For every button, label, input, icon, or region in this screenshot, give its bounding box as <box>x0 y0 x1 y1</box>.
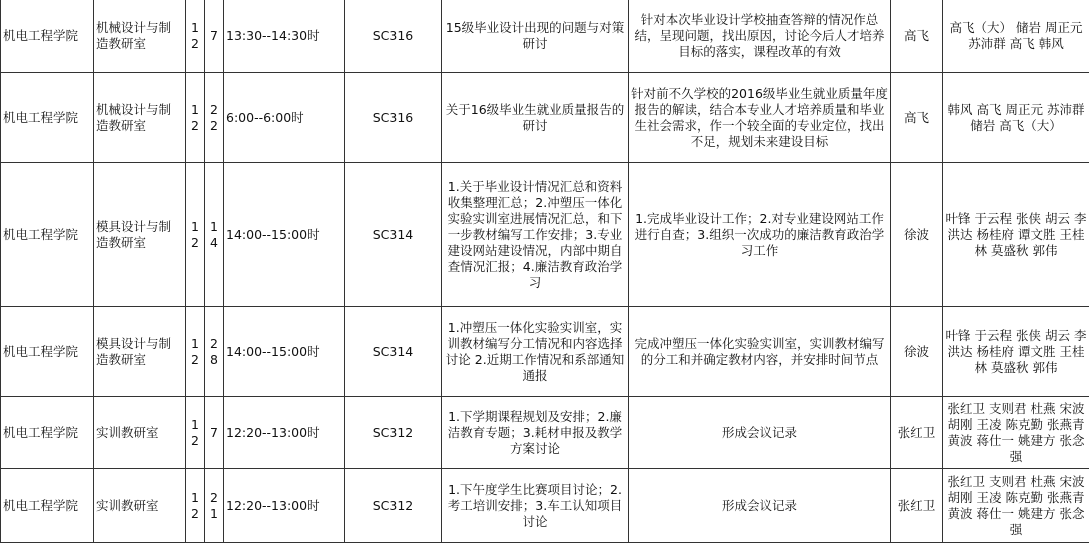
office-cell: 机械设计与制造教研室 <box>94 73 186 163</box>
result-cell: 形成会议记录 <box>629 469 891 543</box>
college-cell: 机电工程学院 <box>1 0 94 73</box>
topic-cell: 1.关于毕业设计情况汇总和资料收集整理汇总；2.冲塑压一体化实验实训室进展情况汇总，和下一步教材编写工作安排；3.专业建设网站建设情况，内部中期自查情况汇报；4.廉洁教育政治学习 <box>442 163 629 307</box>
members-cell: 叶锋 于云程 张侠 胡云 李洪达 杨桂府 谭文胜 王桂林 莫盛秋 郭伟 <box>943 163 1089 307</box>
day-cell: 7 <box>205 397 224 469</box>
room-cell: SC314 <box>345 163 442 307</box>
result-cell: 形成会议记录 <box>629 397 891 469</box>
day-cell: 14 <box>205 163 224 307</box>
table-row <box>1 469 1089 543</box>
result-cell: 完成冲塑压一体化实验实训室，实训教材编写的分工和并确定教材内容，并安排时间节点 <box>629 307 891 397</box>
table-row <box>1 397 1089 469</box>
table-row <box>1 73 1089 163</box>
day-cell: 28 <box>205 307 224 397</box>
month-cell: 12 <box>186 397 205 469</box>
month-cell: 12 <box>186 0 205 73</box>
host-cell: 张红卫 <box>891 397 943 469</box>
time-cell: 14:00--15:00时 <box>224 163 345 307</box>
office-cell: 机械设计与制造教研室 <box>94 0 186 73</box>
host-cell: 高飞 <box>891 73 943 163</box>
time-cell: 12:20--13:00时 <box>224 469 345 543</box>
room-cell: SC314 <box>345 307 442 397</box>
table-row <box>1 0 1089 73</box>
time-cell: 12:20--13:00时 <box>224 397 345 469</box>
topic-cell: 1.冲塑压一体化实验实训室，实训教材编写分工情况和内容选择讨论 2.近期工作情况和系部通知通报 <box>442 307 629 397</box>
topic-cell: 15级毕业设计出现的问题与对策研讨 <box>442 0 629 73</box>
month-cell: 12 <box>186 73 205 163</box>
college-cell: 机电工程学院 <box>1 397 94 469</box>
room-cell: SC312 <box>345 469 442 543</box>
college-cell: 机电工程学院 <box>1 163 94 307</box>
day-cell: 22 <box>205 73 224 163</box>
time-cell: 14:00--15:00时 <box>224 307 345 397</box>
members-cell: 叶锋 于云程 张侠 胡云 李洪达 杨桂府 谭文胜 王桂林 莫盛秋 郭伟 <box>943 307 1089 397</box>
members-cell: 高飞（大） 储岩 周正元 苏沛群 高飞 韩风 <box>943 0 1089 73</box>
month-cell: 12 <box>186 163 205 307</box>
table-row <box>1 307 1089 397</box>
office-cell: 模具设计与制造教研室 <box>94 307 186 397</box>
day-cell: 21 <box>205 469 224 543</box>
day-cell: 7 <box>205 0 224 73</box>
month-cell: 12 <box>186 307 205 397</box>
host-cell: 徐波 <box>891 307 943 397</box>
room-cell: SC316 <box>345 0 442 73</box>
office-cell: 模具设计与制造教研室 <box>94 163 186 307</box>
office-cell: 实训教研室 <box>94 397 186 469</box>
host-cell: 徐波 <box>891 163 943 307</box>
room-cell: SC312 <box>345 397 442 469</box>
room-cell: SC316 <box>345 73 442 163</box>
time-cell: 6:00--6:00时 <box>224 73 345 163</box>
topic-cell: 1.下学期课程规划及安排；2.廉洁教育专题；3.耗材申报及教学方案讨论 <box>442 397 629 469</box>
members-cell: 张红卫 支则君 杜燕 宋波 胡刚 王凌 陈克勤 张燕青 黄波 蒋仕一 姚建方 张念强 <box>943 469 1089 543</box>
result-cell: 针对前不久学校的2016级毕业生就业质量年度报告的解读，结合本专业人才培养质量和毕业生社会需求，作一个较全面的专业定位，找出不足，规划未来建设目标 <box>629 73 891 163</box>
topic-cell: 关于16级毕业生就业质量报告的研讨 <box>442 73 629 163</box>
college-cell: 机电工程学院 <box>1 73 94 163</box>
college-cell: 机电工程学院 <box>1 307 94 397</box>
host-cell: 高飞 <box>891 0 943 73</box>
table-body <box>1 0 1089 543</box>
members-cell: 韩风 高飞 周正元 苏沛群 储岩 高飞（大） <box>943 73 1089 163</box>
result-cell: 1.完成毕业设计工作；2.对专业建设网站工作进行自查；3.组织一次成功的廉洁教育政治学习工作 <box>629 163 891 307</box>
host-cell: 张红卫 <box>891 469 943 543</box>
table-row <box>1 163 1089 307</box>
office-cell: 实训教研室 <box>94 469 186 543</box>
members-cell: 张红卫 支则君 杜燕 宋波 胡刚 王凌 陈克勤 张燕青 黄波 蒋仕一 姚建方 张念强 <box>943 397 1089 469</box>
time-cell: 13:30--14:30时 <box>224 0 345 73</box>
month-cell: 12 <box>186 469 205 543</box>
college-cell: 机电工程学院 <box>1 469 94 543</box>
result-cell: 针对本次毕业设计学校抽查答辩的情况作总结，呈现问题，找出原因，讨论今后人才培养目标的落实，课程改革的有效 <box>629 0 891 73</box>
topic-cell: 1.下午度学生比赛项目讨论；2.考工培训安排；3.车工认知项目讨论 <box>442 469 629 543</box>
